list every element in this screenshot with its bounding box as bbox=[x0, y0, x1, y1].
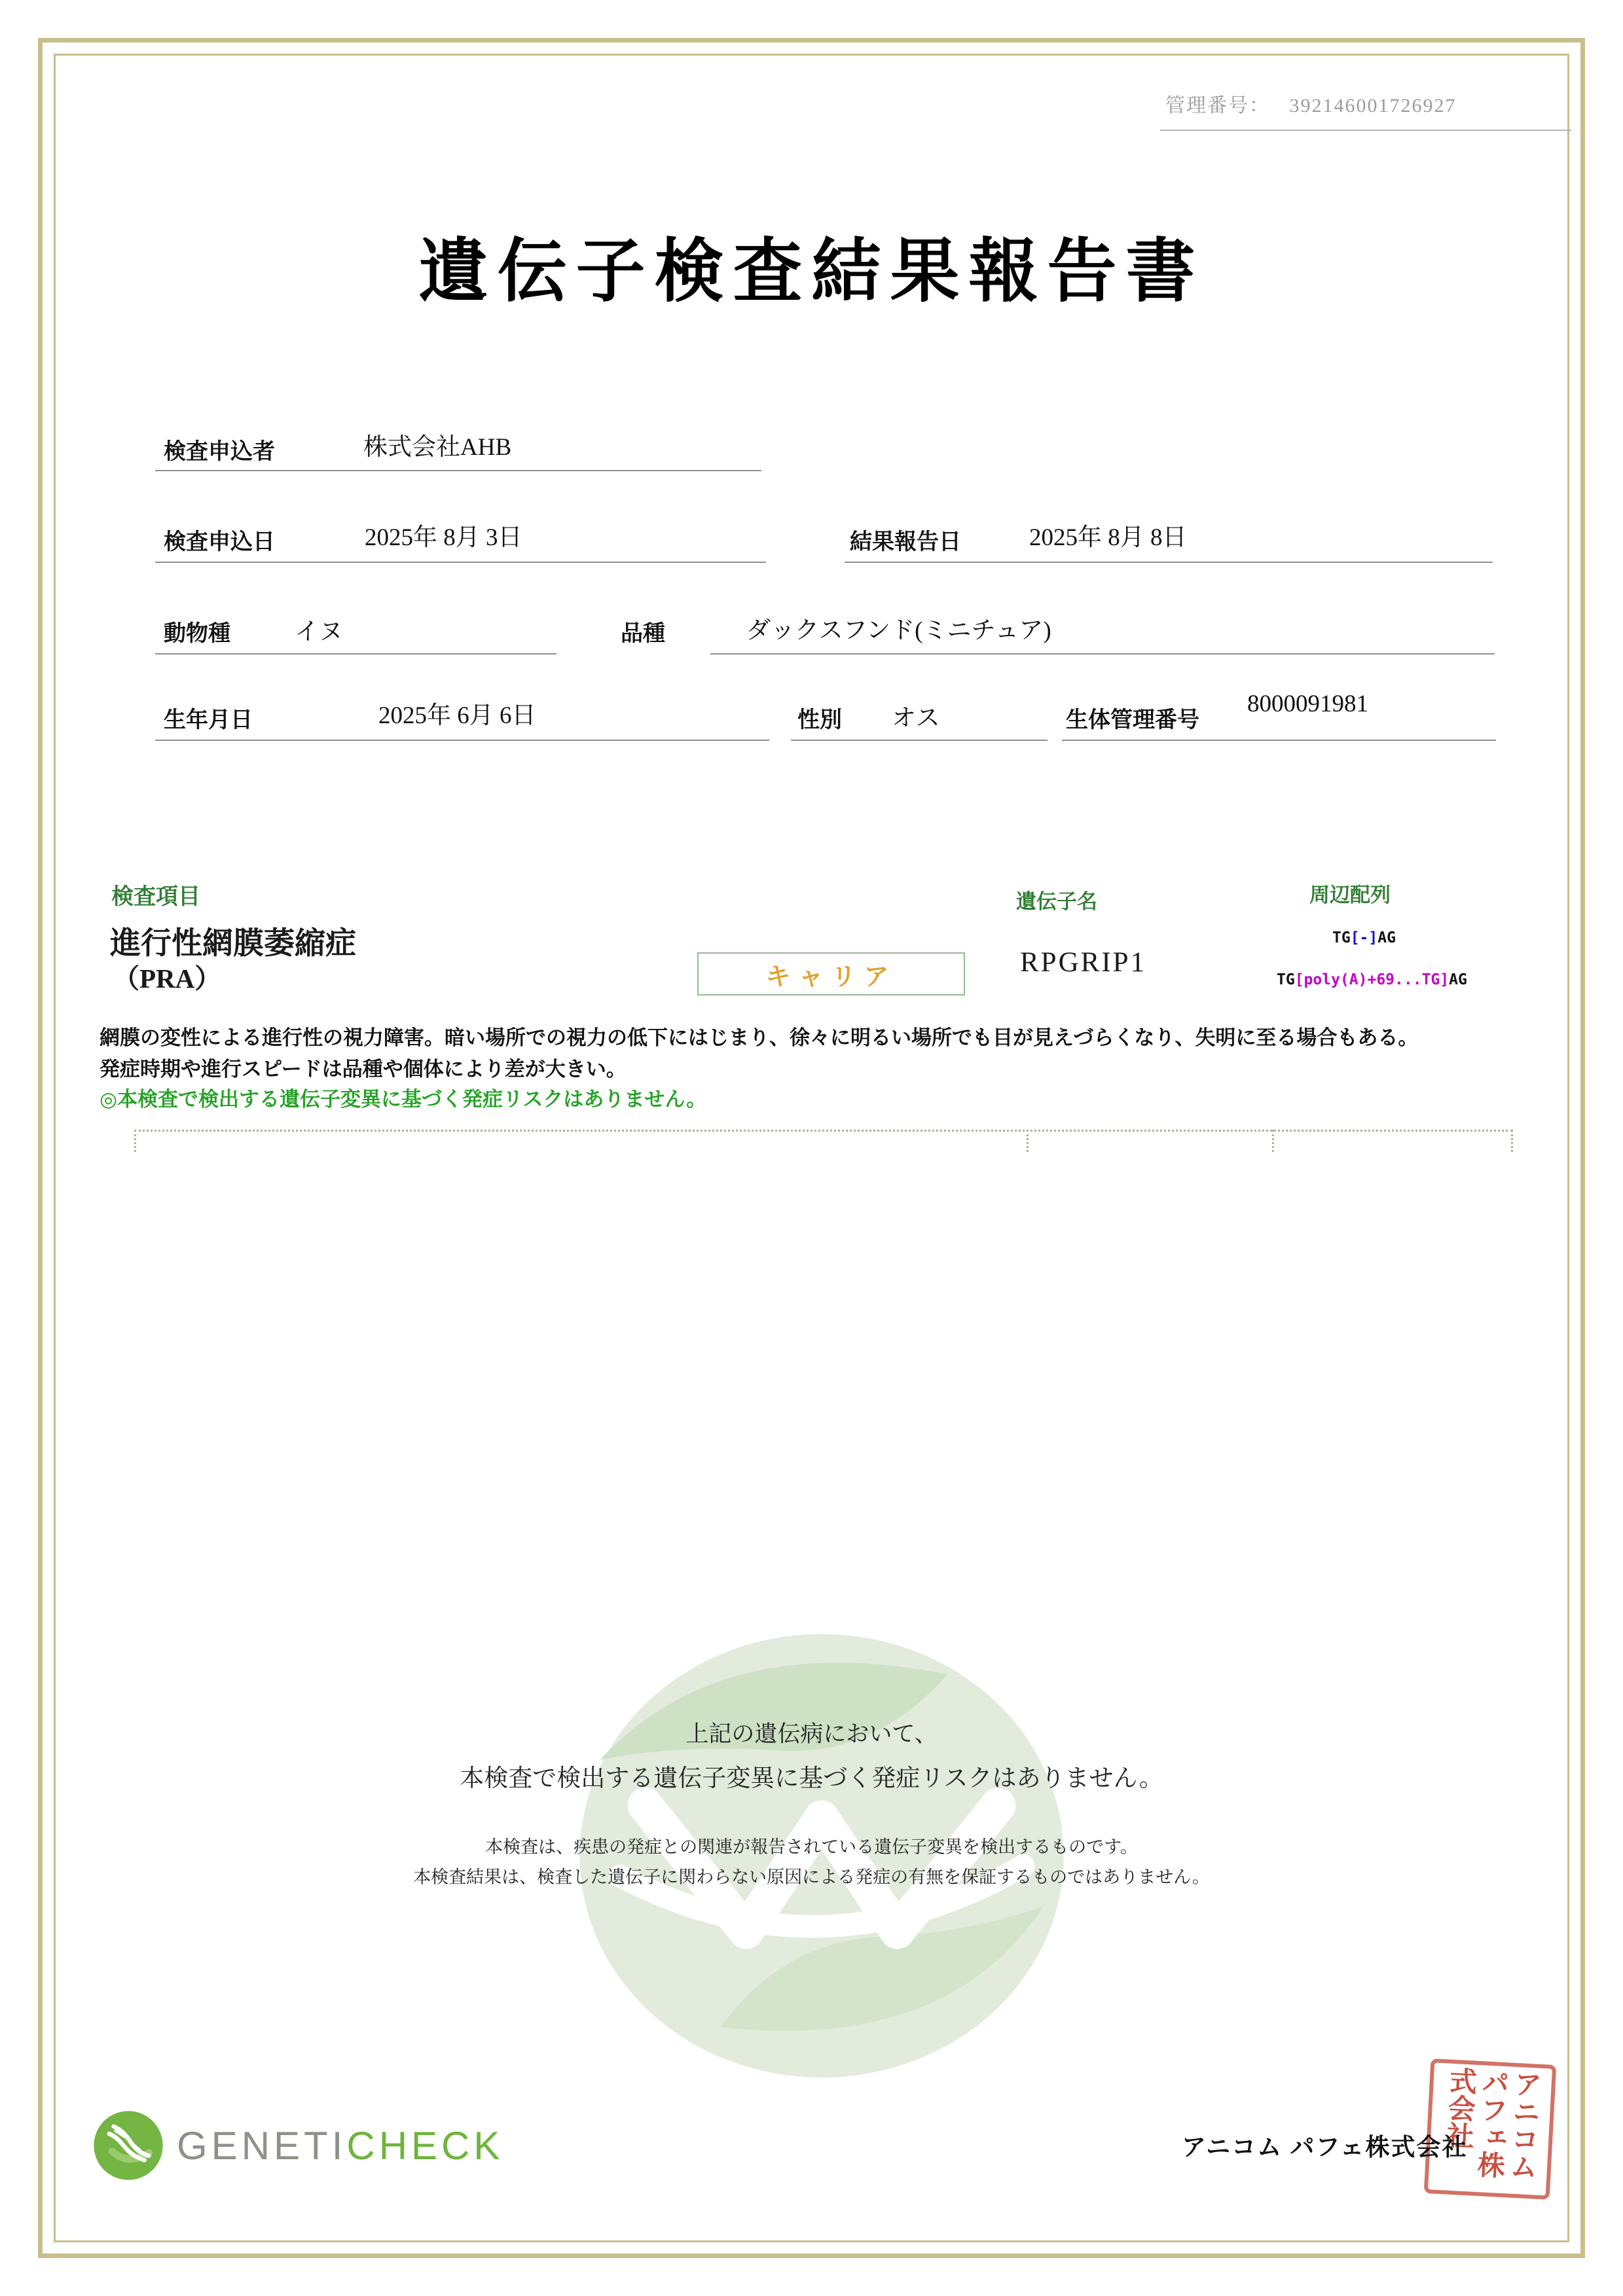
result-status-box bbox=[697, 952, 965, 996]
report-date-value: 2025年 8月 8日 bbox=[1029, 524, 1187, 551]
sex-value: オス bbox=[892, 705, 940, 732]
sequence-variant-bracket: [poly(A)+69...TG] bbox=[1294, 971, 1450, 988]
geneticheck-logo bbox=[92, 2109, 503, 2182]
sequence-header: 周辺配列 bbox=[1309, 884, 1391, 906]
sex-label: 性別 bbox=[797, 708, 842, 732]
summary-line2: 本検査で検出する遺伝子変異に基づく発症リスクはありません。 bbox=[460, 1765, 1163, 1791]
sequence-normal-bracket: [-] bbox=[1350, 929, 1378, 946]
summary-note2: 本検査結果は、検査した遺伝子に関わらない原因による発症の有無を保証するものではありません。 bbox=[413, 1867, 1210, 1887]
applicant-value: 株式会社AHB bbox=[363, 434, 512, 461]
disease-abbr: （PRA） bbox=[113, 963, 222, 994]
animal-id-value: 8000091981 bbox=[1247, 691, 1368, 717]
sequence-variant-post: AG bbox=[1449, 971, 1467, 988]
species-underline bbox=[155, 653, 556, 655]
breed-underline bbox=[710, 653, 1495, 655]
logo-text-green: CHECK bbox=[346, 2123, 504, 2168]
company-name: アニコム パフェ株式会社 bbox=[1182, 2134, 1468, 2161]
applicant-underline bbox=[155, 470, 761, 471]
gene-name: RPGRIP1 bbox=[1020, 947, 1147, 978]
report-date-label: 結果報告日 bbox=[850, 530, 961, 554]
breed-value: ダックスフンド(ミニチュア) bbox=[746, 617, 1051, 644]
summary-note1: 本検査は、疾患の発症との関連が報告されている遺伝子変異を検出するものです。 bbox=[485, 1837, 1138, 1857]
birthdate-label: 生年月日 bbox=[164, 708, 253, 732]
apply-date-label: 検査申込日 bbox=[164, 530, 275, 554]
logo-text-gray: GENETI bbox=[177, 2123, 347, 2168]
applicant-label: 検査申込者 bbox=[164, 440, 275, 464]
logo-wordmark bbox=[177, 2123, 503, 2168]
report-date-underline bbox=[845, 562, 1493, 563]
sequence-variant bbox=[1277, 971, 1467, 988]
page-title: 遺伝子検査結果報告書 bbox=[418, 234, 1205, 310]
dna-logo-icon bbox=[92, 2109, 165, 2182]
sex-underline bbox=[791, 740, 1048, 741]
birthdate-underline bbox=[155, 740, 769, 741]
apply-date-value: 2025年 8月 3日 bbox=[365, 524, 522, 551]
test-item-header: 検査項目 bbox=[111, 885, 200, 909]
dotted-tick-mid2 bbox=[1272, 1130, 1274, 1152]
management-number-label: 管理番号： bbox=[1165, 95, 1270, 117]
disease-description-line1: 網膜の変性による進行性の視力障害。暗い場所での視力の低下にはじまり、徐々に明るい場所でも目が見えづらくなり、失明に至る場合もある。 bbox=[100, 1026, 1419, 1049]
dotted-tick-right bbox=[1511, 1130, 1513, 1152]
management-number-value: 392146001726927 bbox=[1289, 95, 1457, 117]
animal-id-label: 生体管理番号 bbox=[1066, 708, 1199, 732]
management-number-underline bbox=[1160, 130, 1571, 131]
species-label: 動物種 bbox=[164, 622, 230, 646]
dotted-tick-mid1 bbox=[1027, 1130, 1029, 1152]
disease-description-line2: 発症時期や進行スピードは品種や個体により差が大きい。 bbox=[100, 1058, 627, 1081]
gene-name-header: 遺伝子名 bbox=[1016, 890, 1097, 913]
birthdate-value: 2025年 6月 6日 bbox=[378, 702, 536, 729]
company-seal: アニコムパフェ株式会社 bbox=[1424, 2058, 1557, 2200]
dotted-tick-left bbox=[134, 1130, 136, 1152]
risk-note: ◎本検査で検出する遺伝子変異に基づく発症リスクはありません。 bbox=[100, 1088, 707, 1111]
breed-label: 品種 bbox=[621, 622, 665, 646]
summary-line1: 上記の遺伝病において、 bbox=[685, 1721, 938, 1747]
management-number-row bbox=[1165, 89, 1571, 118]
disease-name: 進行性網膜萎縮症 bbox=[110, 927, 356, 961]
species-value: イヌ bbox=[295, 619, 343, 645]
animal-id-underline bbox=[1062, 740, 1496, 741]
dotted-row-divider bbox=[134, 1130, 1512, 1132]
apply-date-underline bbox=[155, 562, 766, 563]
sequence-variant-pre: TG bbox=[1277, 971, 1295, 988]
result-status: キャリア bbox=[765, 963, 897, 991]
sequence-normal-post: AG bbox=[1377, 929, 1396, 946]
sequence-normal bbox=[1332, 929, 1396, 946]
sequence-normal-pre: TG bbox=[1332, 929, 1351, 946]
